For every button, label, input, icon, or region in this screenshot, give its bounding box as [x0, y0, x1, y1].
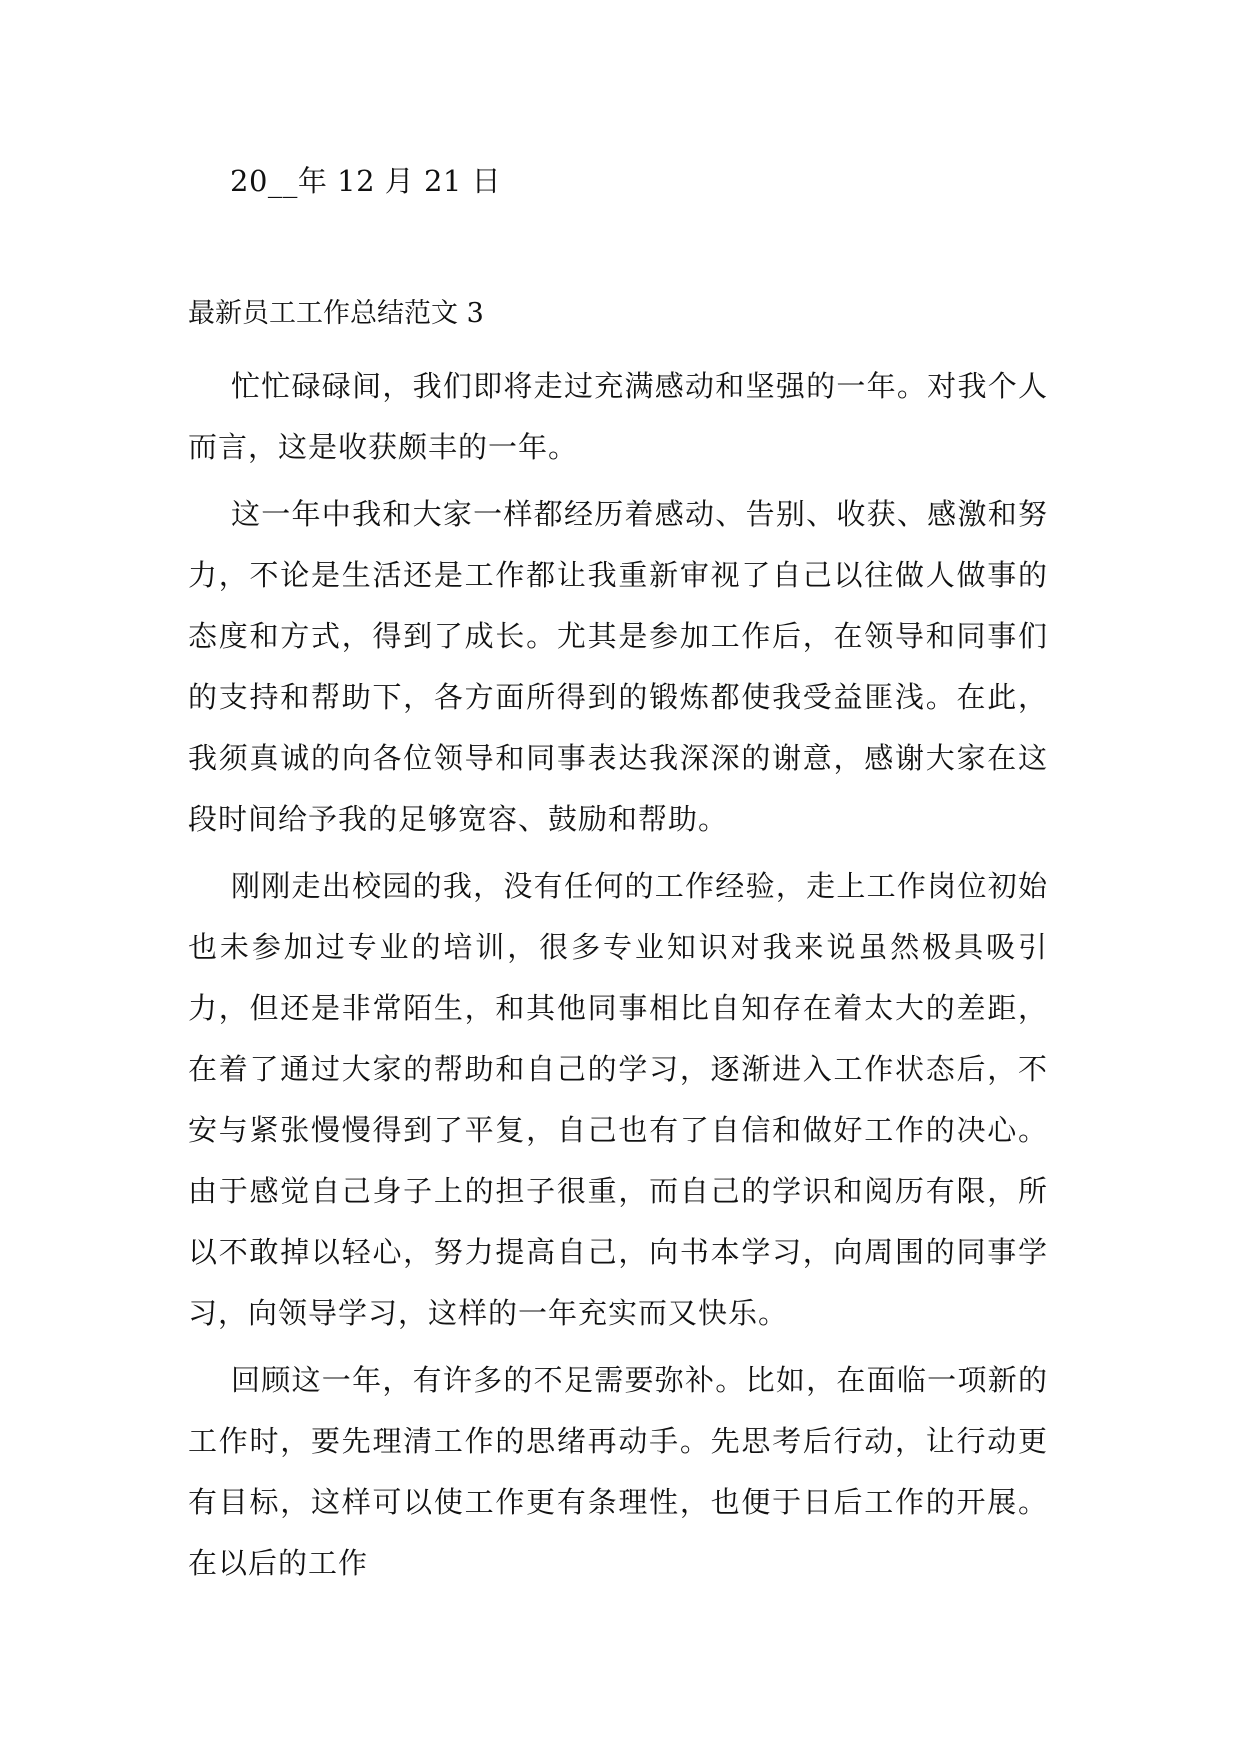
paragraph: 这一年中我和大家一样都经历着感动、告别、收获、感激和努力，不论是生活还是工作都让我重新审视了自己以往做人做事的态度和方式，得到了成长。尤其是参加工作后，在领导和同事们的支持和帮助下，各方面所得到的锻炼都使我受益匪浅。在此，我须真诚的向各位领导和同事表达我深深的谢意，感谢大家在这段时间给予我的足够宽容、鼓励和帮助。 [188, 497, 1048, 836]
paragraph: 回顾这一年，有许多的不足需要弥补。比如，在面临一项新的工作时，要先理清工作的思绪再动手。先思考后行动，让行动更有目标，这样可以使工作更有条理性，也便于日后工作的开展。在以后的工作 [188, 1363, 1048, 1580]
paragraph: 刚刚走出校园的我，没有任何的工作经验，走上工作岗位初始也未参加过专业的培训，很多专业知识对我来说虽然极具吸引力，但还是非常陌生，和其他同事相比自知存在着太大的差距，在着了通过大家的帮助和自己的学习，逐渐进入工作状态后，不安与紧张慢慢得到了平复，自己也有了自信和做好工作的决心。由于感觉自己身子上的担子很重，而自己的学识和阅历有限，所以不敢掉以轻心，努力提高自己，向书本学习，向周围的同事学习，向领导学习，这样的一年充实而又快乐。 [188, 869, 1048, 1330]
section-heading: 最新员工工作总结范文 3 [188, 298, 484, 329]
letter-date: 20__年 12 月 21 日 [230, 164, 502, 198]
document-body [188, 356, 1048, 1600]
paragraph: 忙忙碌碌间，我们即将走过充满感动和坚强的一年。对我个人而言，这是收获颇丰的一年。 [188, 369, 1048, 464]
